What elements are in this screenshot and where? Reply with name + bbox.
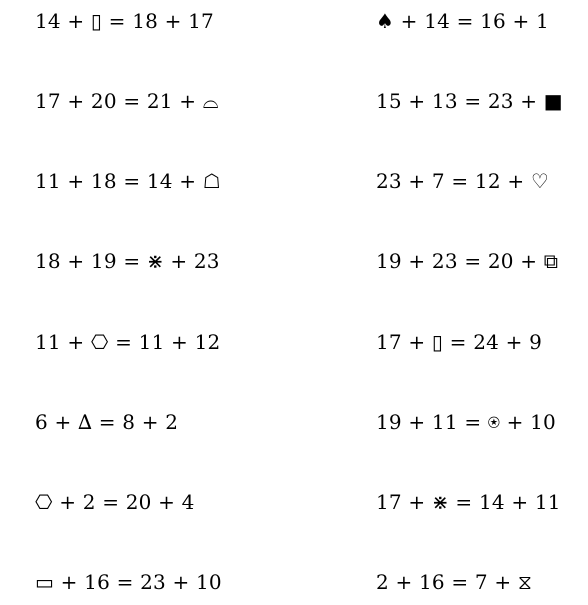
left-equation-column [35, 0, 295, 605]
equation-right-2: 15 + 13 = 23 + ■ [376, 89, 563, 113]
equation-right-1: ♠ + 14 = 16 + 1 [376, 9, 549, 33]
equation-left-6: 6 + ∆ = 8 + 2 [35, 410, 179, 434]
equation-left-3: 11 + 18 = 14 + ☖ [35, 169, 221, 193]
equation-right-7: 17 + ⋇ = 14 + 11 [376, 490, 561, 514]
equation-left-7: ⎔ + 2 = 20 + 4 [35, 490, 195, 514]
equation-left-4: 18 + 19 = ⋇ + 23 [35, 249, 220, 273]
equation-left-1: 14 + ▯ = 18 + 17 [35, 9, 214, 33]
equation-right-4: 19 + 23 = 20 + ⧉ [376, 249, 559, 273]
equation-left-2: 17 + 20 = 21 + ⌓ [35, 89, 219, 113]
equation-right-3: 23 + 7 = 12 + ♡ [376, 169, 549, 193]
right-equation-column [376, 0, 588, 605]
equation-right-6: 19 + 11 = ⍟ + 10 [376, 410, 556, 434]
equation-left-8: ▭ + 16 = 23 + 10 [35, 570, 222, 594]
equation-right-5: 17 + ▯ = 24 + 9 [376, 330, 543, 354]
equation-right-8: 2 + 16 = 7 + ⧖ [376, 570, 533, 594]
equation-left-5: 11 + ⎔ = 11 + 12 [35, 330, 221, 354]
